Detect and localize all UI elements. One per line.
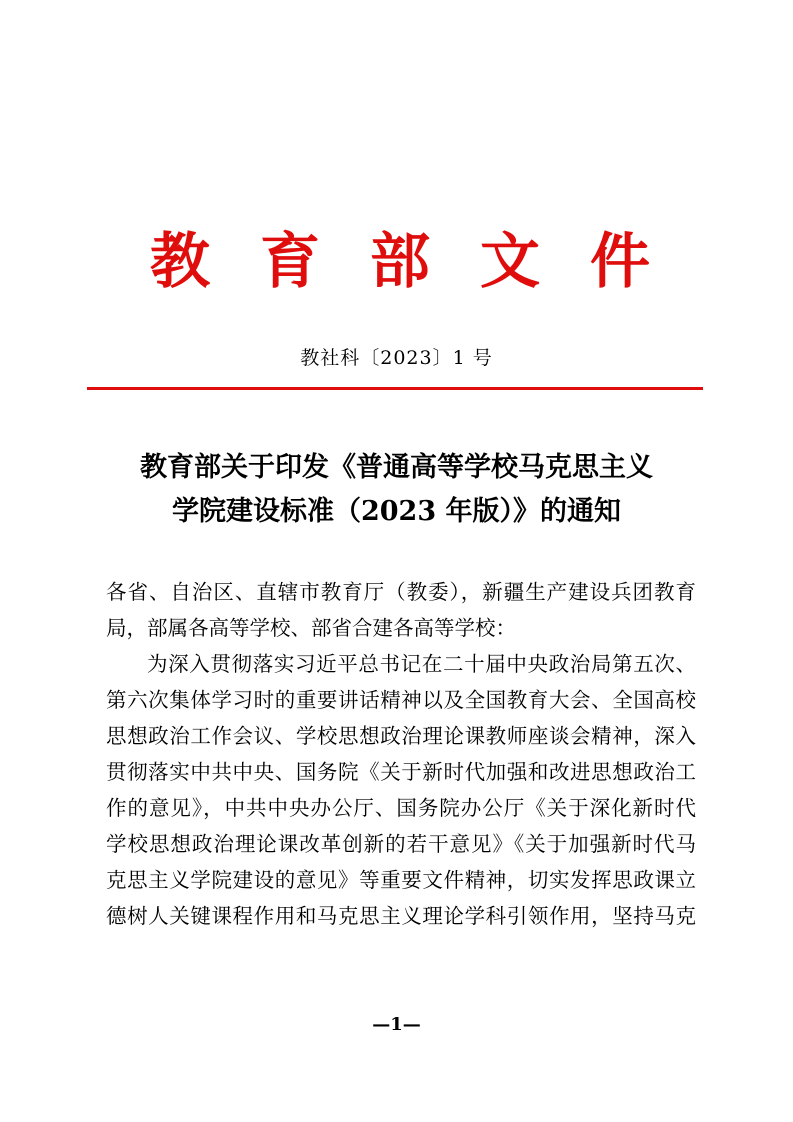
body-text: [106, 574, 696, 934]
red-header-title: [150, 222, 650, 302]
paragraph-line: 思想政治工作会议、学校思想政治理论课教师座谈会精神，深入: [106, 724, 696, 748]
recipients-line: 各省、自治区、直辖市教育厅（教委），新疆生产建设兵团教育: [106, 580, 696, 604]
header-char: 文: [480, 227, 540, 297]
page-number: —1—: [372, 1014, 421, 1035]
header-char: 教: [150, 227, 210, 297]
header-char: 育: [260, 227, 320, 297]
paragraph-line: 作的意见》，中共中央办公厅、国务院办公厅《关于深化新时代: [106, 796, 696, 820]
header-char: 件: [590, 227, 650, 297]
paragraph-line: 学校思想政治理论课改革创新的若干意见》《关于加强新时代马: [106, 832, 696, 856]
paragraph-line: 第六次集体学习时的重要讲话精神以及全国教育大会、全国高校: [106, 688, 696, 712]
paragraph-line: 贯彻落实中共中央、国务院《关于新时代加强和改进思想政治工: [106, 760, 696, 784]
recipients-line: 局，部属各高等学校、部省合建各高等学校：: [106, 616, 516, 640]
red-separator-line: [87, 387, 703, 390]
notice-title-line: 教育部关于印发《普通高等学校马克思主义: [140, 452, 653, 483]
notice-title: [60, 446, 733, 534]
notice-title-line: 学院建设标准（2023 年版）》的通知: [171, 496, 622, 527]
paragraph-line: 为深入贯彻落实习近平总书记在二十届中央政治局第五次、: [147, 652, 696, 676]
paragraph-line: 克思主义学院建设的意见》等重要文件精神，切实发挥思政课立: [106, 868, 696, 892]
paragraph-line: 德树人关键课程作用和马克思主义理论学科引领作用，坚持马克: [106, 904, 696, 928]
document-number: 教社科〔2023〕1 号: [300, 347, 493, 369]
header-char: 部: [370, 227, 430, 297]
